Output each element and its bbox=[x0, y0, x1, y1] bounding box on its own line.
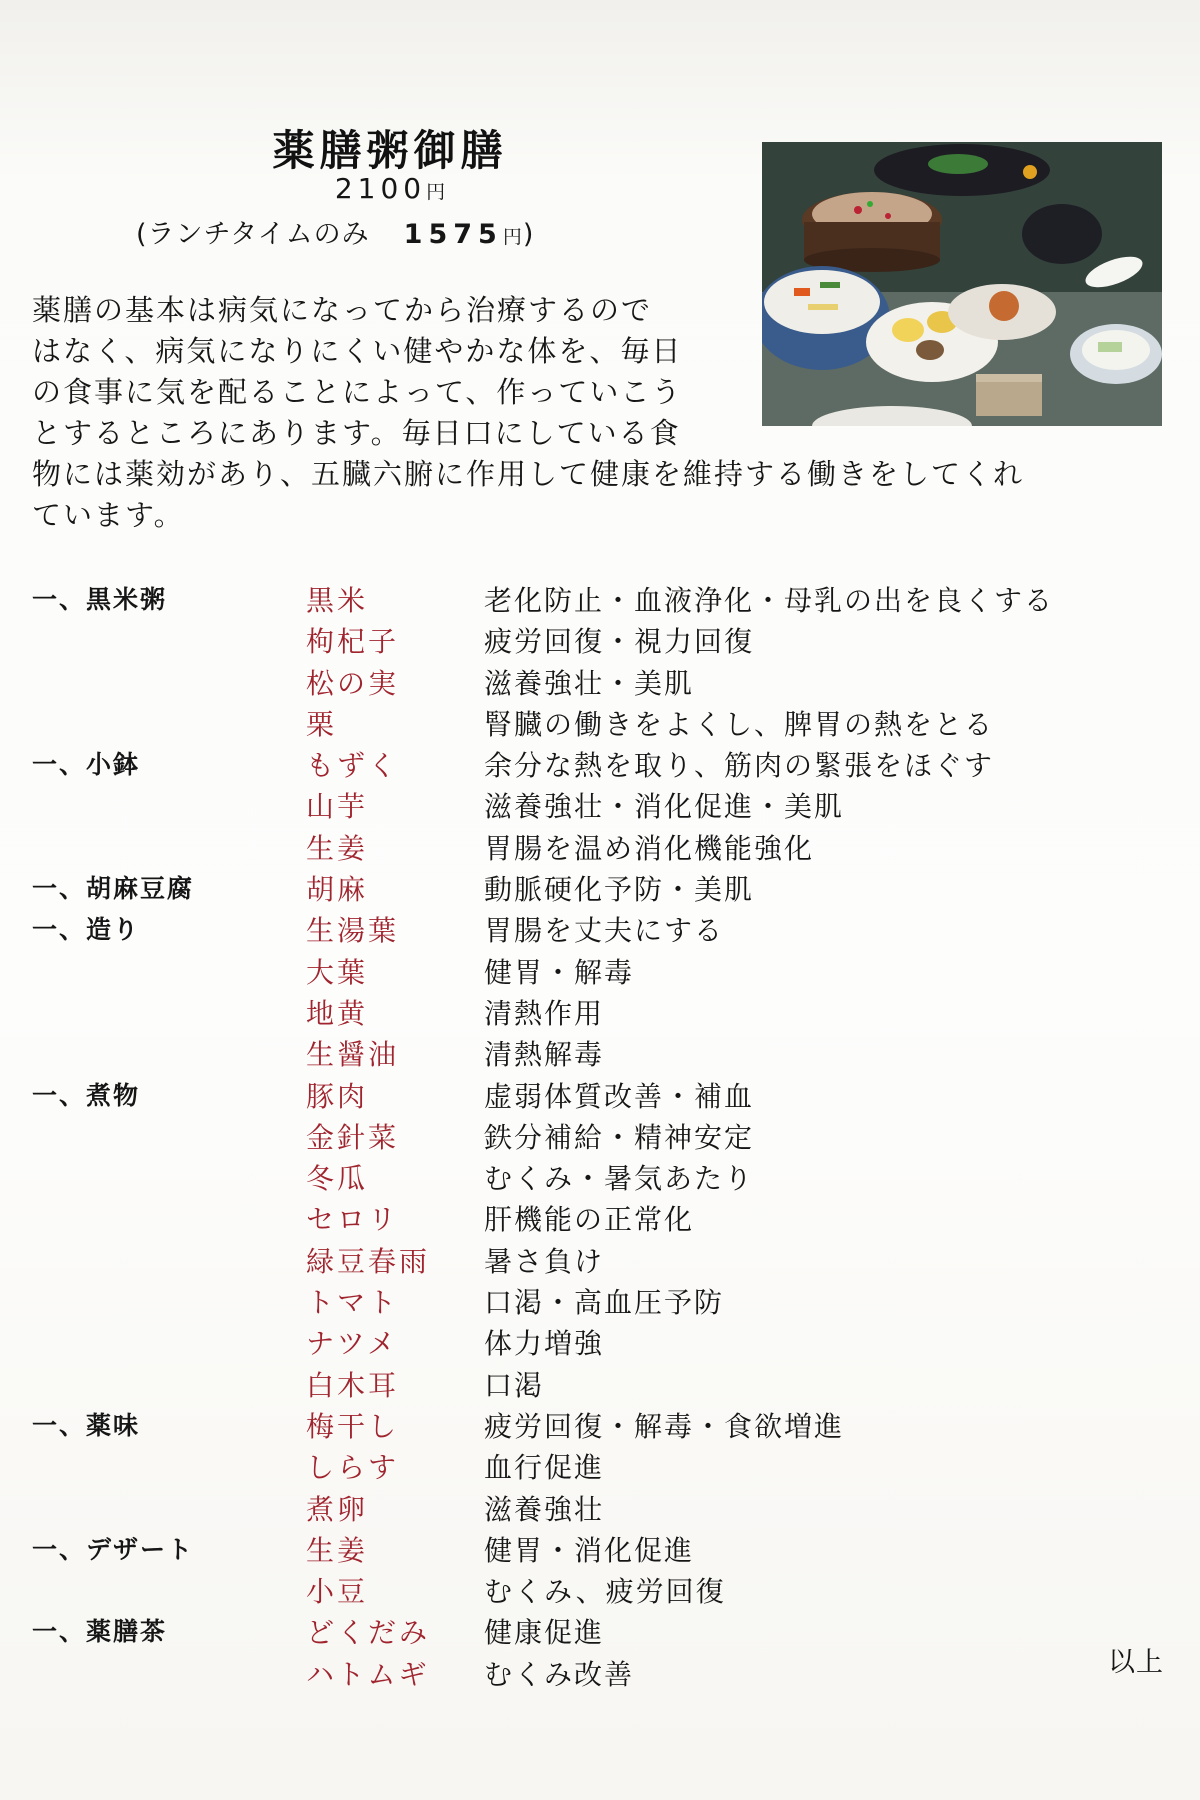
ingredient-name: 胡麻 bbox=[306, 873, 369, 907]
menu-row bbox=[0, 1198, 1200, 1239]
ingredient-effect: 虚弱体質改善・補血 bbox=[484, 1079, 755, 1113]
menu-row bbox=[0, 1157, 1200, 1198]
menu-row bbox=[0, 1322, 1200, 1363]
menu-row bbox=[0, 1075, 1200, 1116]
menu-row bbox=[0, 620, 1200, 661]
ingredient-name: 松の実 bbox=[306, 666, 400, 700]
menu-row bbox=[0, 1611, 1200, 1652]
ingredient-name: 白木耳 bbox=[306, 1368, 400, 1402]
ingredient-effect: 健胃・解毒 bbox=[484, 955, 635, 989]
course-name: 一、小鉢 bbox=[32, 750, 141, 780]
menu-row bbox=[0, 868, 1200, 909]
course-name: 一、造り bbox=[32, 915, 141, 945]
ingredient-name: 栗 bbox=[306, 707, 338, 741]
ingredient-effect: 腎臓の働きをよくし、脾胃の熱をとる bbox=[484, 707, 995, 741]
lunch-price-note bbox=[136, 212, 676, 251]
menu-row bbox=[0, 909, 1200, 950]
closing-mark: 以上 bbox=[1108, 1647, 1164, 1678]
ingredient-name: トマト bbox=[306, 1286, 400, 1320]
ingredient-effect: 体力増強 bbox=[484, 1327, 605, 1361]
lunch-prefix: (ランチタイムのみ bbox=[136, 219, 370, 250]
menu-title: 薬膳粥御膳 bbox=[272, 126, 508, 175]
ingredient-effect: 余分な熱を取り、筋肉の緊張をほぐす bbox=[484, 749, 995, 783]
menu-row bbox=[0, 1364, 1200, 1405]
ingredient-name: ハトムギ bbox=[306, 1657, 430, 1691]
ingredient-effect: 血行促進 bbox=[484, 1451, 605, 1485]
intro-line: はなく、病気になりにくい健やかな体を、毎日 bbox=[32, 334, 683, 368]
ingredient-effect: 清熱解毒 bbox=[484, 1038, 605, 1072]
ingredient-name: 豚肉 bbox=[306, 1079, 369, 1113]
ingredient-name: 黒米 bbox=[306, 584, 369, 617]
ingredient-effect: むくみ、疲労回復 bbox=[484, 1575, 726, 1609]
price-value: 2100 bbox=[334, 172, 427, 205]
course-name: 一、デザート bbox=[32, 1534, 195, 1564]
ingredient-effect: むくみ・暑気あたり bbox=[484, 1162, 755, 1196]
intro-line: 薬膳の基本は病気になってから治療するので bbox=[32, 293, 653, 327]
ingredient-name: 緑豆春雨 bbox=[306, 1244, 431, 1278]
ingredient-effect: 鉄分補給・精神安定 bbox=[484, 1120, 755, 1154]
intro-paragraph bbox=[32, 290, 1024, 536]
ingredient-name: 煮卵 bbox=[306, 1492, 369, 1526]
ingredient-name: 山芋 bbox=[306, 790, 369, 824]
menu-row bbox=[0, 662, 1200, 703]
course-name: 一、煮物 bbox=[32, 1080, 141, 1110]
ingredient-effect: 口渇 bbox=[484, 1368, 545, 1402]
ingredient-effect: 胃腸を丈夫にする bbox=[484, 914, 725, 948]
ingredient-name: 金針菜 bbox=[306, 1120, 400, 1154]
ingredient-name: 生醤油 bbox=[306, 1038, 400, 1072]
ingredient-name: 生姜 bbox=[306, 831, 369, 865]
menu-row bbox=[0, 703, 1200, 744]
ingredient-effect: 老化防止・血液浄化・母乳の出を良くする bbox=[484, 584, 1055, 617]
ingredient-name: 小豆 bbox=[306, 1575, 369, 1609]
menu-row bbox=[0, 1653, 1200, 1694]
menu-row bbox=[0, 951, 1200, 992]
ingredient-effect: 滋養強壮 bbox=[484, 1492, 605, 1526]
lunch-suffix: ) bbox=[522, 219, 535, 250]
course-name: 一、黒米粥 bbox=[32, 585, 168, 614]
ingredient-effect: 疲労回復・視力回復 bbox=[484, 625, 755, 659]
course-name: 一、薬膳茶 bbox=[32, 1617, 168, 1647]
price-unit: 円 bbox=[426, 181, 446, 203]
ingredient-name: 梅干し bbox=[306, 1409, 400, 1443]
ingredient-effect: 清熱作用 bbox=[484, 996, 605, 1030]
ingredient-effect: 動脈硬化予防・美肌 bbox=[484, 873, 755, 907]
ingredient-effect: 口渇・高血圧予防 bbox=[484, 1286, 725, 1320]
set-price bbox=[190, 172, 590, 205]
lunch-price-value: 1575 bbox=[403, 219, 503, 250]
ingredient-name: 枸杞子 bbox=[306, 625, 400, 659]
menu-row bbox=[0, 579, 1200, 620]
ingredient-effect: 滋養強壮・消化促進・美肌 bbox=[484, 790, 845, 824]
menu-row bbox=[0, 1529, 1200, 1570]
ingredient-effect: むくみ改善 bbox=[484, 1657, 635, 1691]
ingredient-name: 生姜 bbox=[306, 1533, 369, 1567]
menu-row bbox=[0, 1116, 1200, 1157]
ingredient-name: ナツメ bbox=[306, 1327, 399, 1361]
ingredient-name: 生湯葉 bbox=[306, 914, 400, 948]
ingredient-effect: 疲労回復・解毒・食欲増進 bbox=[484, 1409, 845, 1443]
lunch-price-unit: 円 bbox=[502, 226, 523, 248]
menu-row bbox=[0, 1033, 1200, 1074]
menu-row bbox=[0, 1488, 1200, 1529]
menu-row bbox=[0, 992, 1200, 1033]
ingredient-effect: 滋養強壮・美肌 bbox=[484, 666, 695, 700]
menu-row bbox=[0, 1240, 1200, 1281]
menu-row bbox=[0, 1281, 1200, 1322]
ingredient-name: しらす bbox=[306, 1451, 400, 1485]
ingredient-name: セロリ bbox=[306, 1203, 400, 1237]
ingredient-effect: 暑さ負け bbox=[484, 1244, 605, 1278]
ingredient-effect: 肝機能の正常化 bbox=[484, 1203, 695, 1237]
ingredient-name: 大葉 bbox=[306, 955, 369, 989]
menu-row bbox=[0, 785, 1200, 826]
menu-row bbox=[0, 1405, 1200, 1446]
menu-list bbox=[0, 579, 1200, 1694]
menu-row bbox=[0, 1570, 1200, 1611]
intro-line: 物には薬効があり、五臓六腑に作用して健康を維持する働きをしてくれ bbox=[32, 457, 1025, 491]
ingredient-name: 冬瓜 bbox=[306, 1162, 369, 1196]
menu-row bbox=[0, 827, 1200, 868]
ingredient-effect: 健胃・消化促進 bbox=[484, 1533, 695, 1567]
ingredient-name: 地黄 bbox=[306, 996, 369, 1030]
menu-row bbox=[0, 744, 1200, 785]
intro-line: ています。 bbox=[32, 498, 185, 532]
ingredient-name: もずく bbox=[306, 749, 400, 783]
menu-row bbox=[0, 1446, 1200, 1487]
intro-line: の食事に気を配ることによって、作っていこう bbox=[32, 375, 683, 409]
ingredient-name: どくだみ bbox=[306, 1616, 431, 1650]
course-name: 一、胡麻豆腐 bbox=[32, 874, 195, 904]
intro-line: とするところにあります。毎日口にしている食 bbox=[32, 416, 681, 450]
course-name: 一、薬味 bbox=[32, 1410, 141, 1440]
ingredient-effect: 胃腸を温め消化機能強化 bbox=[484, 831, 815, 865]
ingredient-effect: 健康促進 bbox=[484, 1616, 605, 1650]
